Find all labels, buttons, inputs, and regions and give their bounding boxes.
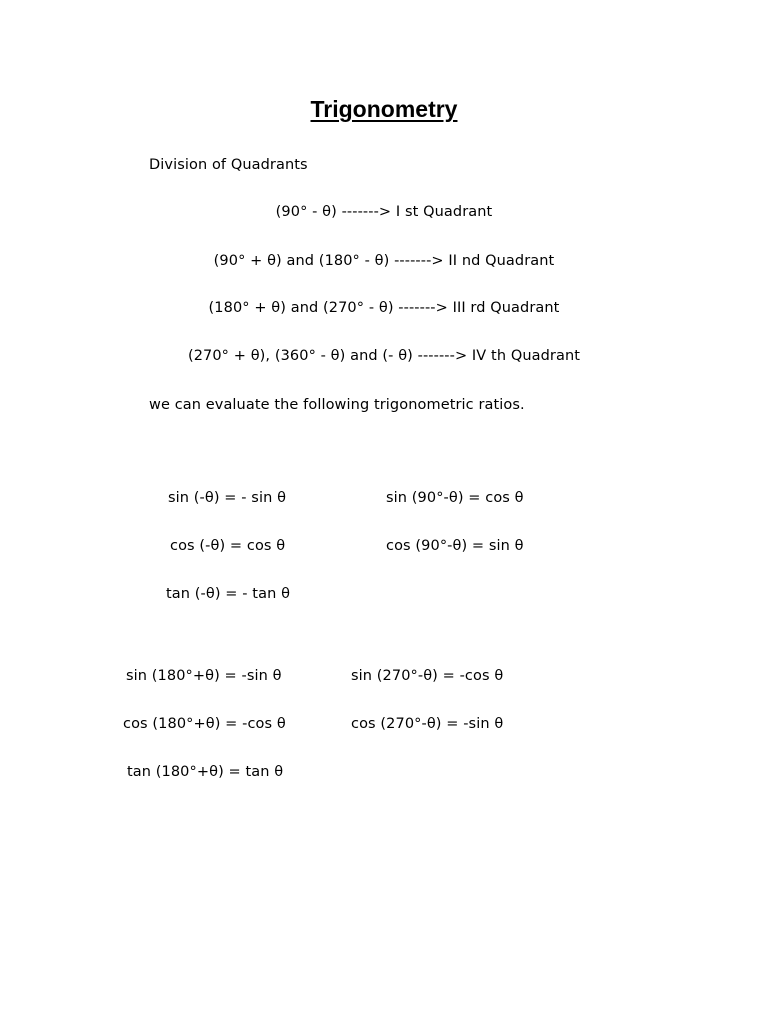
formula-cos-neg-theta: cos (-θ) = cos θ (170, 538, 286, 554)
formula-cos-90-minus-theta: cos (90°-θ) = sin θ (386, 538, 524, 554)
formula-sin-90-minus-theta: sin (90°-θ) = cos θ (386, 490, 524, 506)
page-title: Trigonometry (310, 96, 458, 122)
formula-sin-270-minus-theta: sin (270°-θ) = -cos θ (351, 668, 504, 684)
quadrant-rule-4: (270° + θ), (360° - θ) and (- θ) -------> IV th Quadrant (187, 348, 581, 364)
intro-sentence: we can evaluate the following trigonometric ratios. (149, 397, 525, 413)
quadrant-rule-1: (90° - θ) -------> I st Quadrant (275, 204, 493, 220)
quadrant-rule-3: (180° + θ) and (270° - θ) -------> III rd Quadrant (208, 300, 560, 316)
formula-sin-neg-theta: sin (-θ) = - sin θ (168, 490, 287, 506)
formula-tan-180-plus-theta: tan (180°+θ) = tan θ (127, 764, 284, 780)
quadrant-rule-2: (90° + θ) and (180° - θ) -------> II nd Quadrant (213, 253, 555, 269)
formula-cos-270-minus-theta: cos (270°-θ) = -sin θ (351, 716, 504, 732)
section-heading: Division of Quadrants (149, 157, 308, 173)
formula-cos-180-plus-theta: cos (180°+θ) = -cos θ (123, 716, 286, 732)
formula-tan-neg-theta: tan (-θ) = - tan θ (166, 586, 291, 602)
formula-sin-180-plus-theta: sin (180°+θ) = -sin θ (126, 668, 282, 684)
